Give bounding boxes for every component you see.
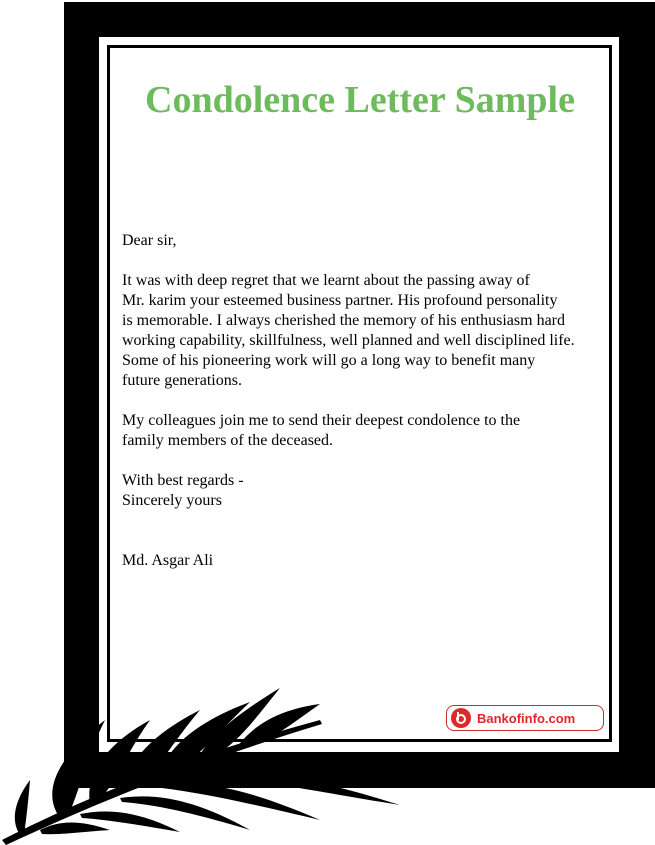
closing: With best regards - Sincerely yours bbox=[122, 472, 244, 509]
logo-text: Bankofinfo.com bbox=[477, 710, 576, 726]
site-logo[interactable] bbox=[446, 705, 604, 731]
signature: Md. Asgar Ali bbox=[122, 552, 214, 569]
paragraph-condolence: It was with deep regret that we learnt about the passing away of Mr. karim your esteemed business partner. His profound personality is memorable. I always cherished the memory of his enthusiasm hard working capability, skillfulness, well planned and well disciplined life. Some of his pioneering work will go a long way to benefit many future generations. bbox=[122, 272, 575, 389]
salutation: Dear sir, bbox=[122, 232, 177, 249]
palm-leaf-icon bbox=[0, 680, 440, 845]
logo-icon bbox=[451, 708, 471, 728]
letter-body bbox=[122, 231, 612, 571]
paragraph-colleagues: My colleagues join me to send their deepest condolence to the family members of the deceased. bbox=[122, 412, 521, 449]
page-title: Condolence Letter Sample bbox=[145, 79, 575, 121]
